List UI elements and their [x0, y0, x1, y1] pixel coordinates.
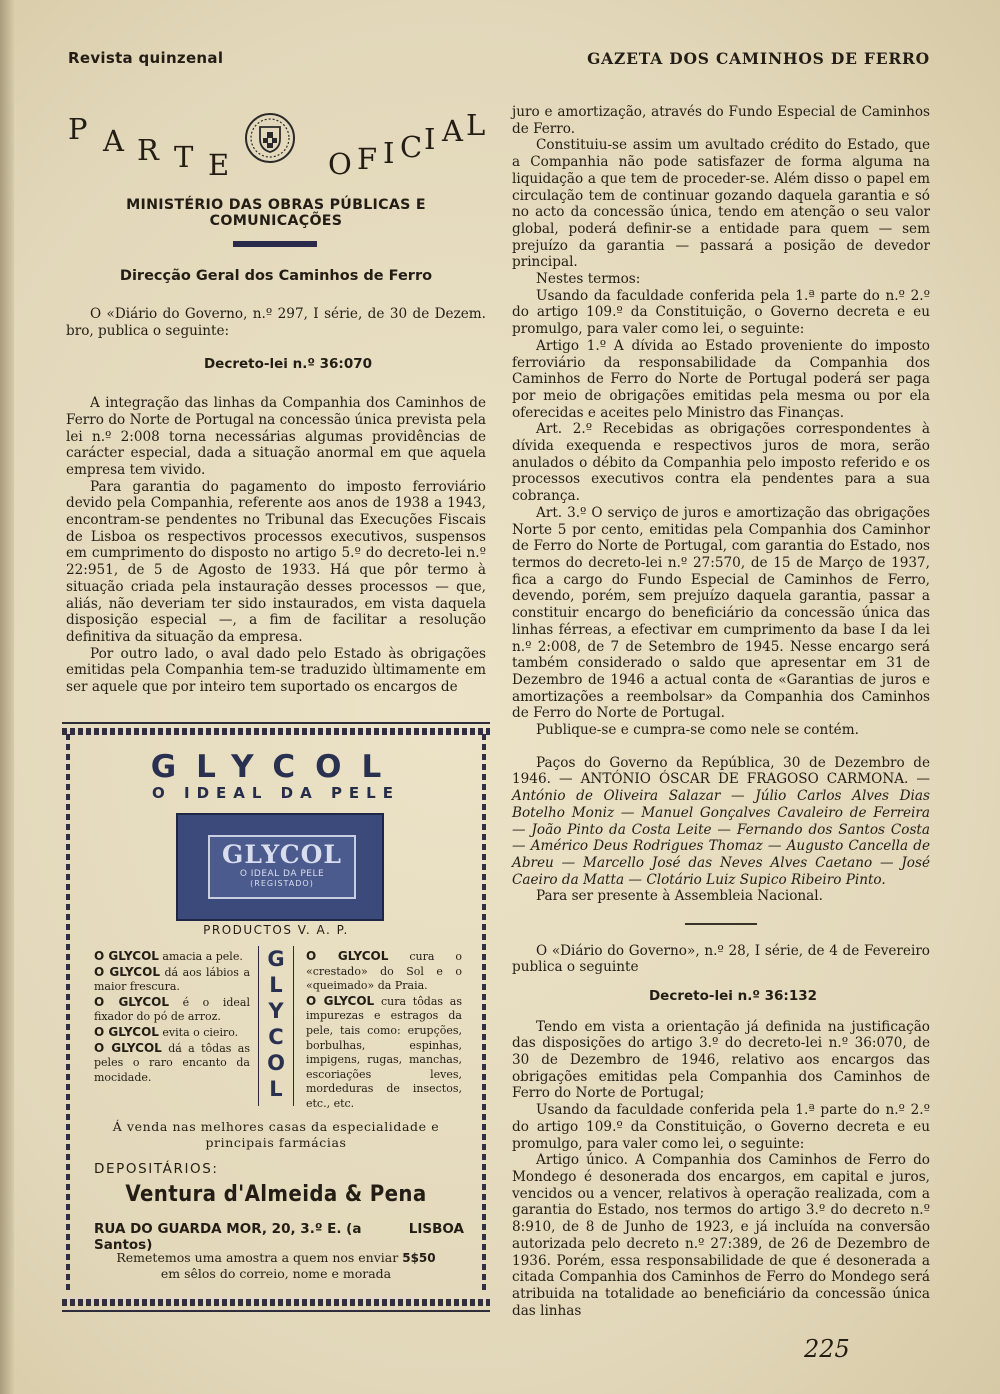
glycol-advertisement: [62, 722, 490, 1312]
intro-paragraph: O «Diário do Governo, n.º 297, I série, de 30 de Dezem. bro, publica o seguinte:: [66, 306, 486, 339]
left-column: [66, 306, 486, 696]
page-number: 225: [804, 1335, 850, 1363]
title-letter: T: [174, 140, 196, 174]
title-letter: C: [400, 130, 425, 164]
body-paragraph: Nestes termos:: [536, 271, 641, 288]
ad-address: [94, 1221, 464, 1253]
article-paragraph: Art. 3.º O serviço de juros e amortização das obrigações Norte 5 por cento, emitidas pela Companhia dos Caminhor de Ferro do Norte de Portugal, com garantia do Estado, nos termos do decreto-lei n.º 27:570, de 15 de Março de 1937, fica a cargo do Fundo Especial de Caminhos de Ferro, devendo, porém, sem prejuízo daquela garantia, passar a constituir encargo do beneficiário da concessão única das linhas férreas, a efectivar em cumprimento da base I da lei n.º 2:008, de 7 de Setembro de 1945. Nesse encargo será também considerado o saldo que apresentar em 31 de Dezembro de 1946 a actual conta de «Garantias de juros e amortizações a reembolsar» da Companhia dos Caminhos de Ferro do Norte de Portugal.: [512, 504, 930, 722]
ad-right-list: [306, 949, 462, 1112]
body-paragraph: Usando da faculdade conferida pela 1.ª parte do n.º 2.º do artigo 109.º da Constituição, o Governo decreta e eu promulgo, para valer como lei, o seguinte:: [512, 287, 930, 338]
vertical-letter: C: [268, 1025, 284, 1049]
body-paragraph: Por outro lado, o aval dado pelo Estado às obrigações emitidas pela Companhia tem-se traduzido ùltimamente em ser aquele que por inteiro tem suportado os encargos de: [66, 645, 486, 696]
header-right: GAZETA DOS CAMINHOS DE FERRO: [587, 49, 930, 68]
vertical-letter: L: [269, 973, 283, 997]
ad-claim: O GLYCOL dá aos lábios a maior frescura.: [94, 964, 251, 994]
ad-border-left: [66, 734, 70, 1294]
direction-heading: Direcção Geral dos Caminhos de Ferro: [119, 268, 433, 284]
ad-claim: O GLYCOL cura tôdas as impurezas e estragos da pele, tais como: erupções, borbulhas, espinhas, impigens, rugas, manchas, escoriações leves, mordeduras de insectos, etc., etc.: [306, 993, 463, 1110]
vertical-letter: G: [267, 947, 285, 971]
ad-availability: Á venda nas melhores casas da especialidade e principais farmácias: [112, 1119, 440, 1150]
decree-title: Decreto-lei n.º 36:070: [203, 356, 373, 373]
ad-claim: O GLYCOL é o ideal fixador do pó de arroz.: [94, 994, 250, 1024]
right-column: [512, 104, 930, 1319]
header-left: Revista quinzenal: [68, 49, 224, 67]
ad-left-list: [94, 949, 250, 1085]
body-paragraph: Tendo em vista a orientação já definida na justificação das disposições do artigo 3.º do decreto-lei n.º 36:070, de 30 de Dezembro de 1946, relativo aos encargos das obrigações emitidas pela Companhia dos Caminhos de Ferro do Norte de Portugal;: [512, 1018, 930, 1102]
body-paragraph: Constituiu-se assim um avultado crédito do Estado, que a Companhia não pode satisfazer de forma alguma na liquidação a que tem de proceder-se. Além disso o papel em circulação tem de continuar gozando daquela garantia e só no acto da concessão única, tendo em atenção o seu valor global, poderá definir-se a entidade para quem — sem prejuízo da garantia — passará a posição de devedor principal.: [512, 137, 930, 271]
ad-depositarios: DEPOSITÁRIOS:: [94, 1161, 219, 1177]
decree-title: Decreto-lei n.º 36:132: [648, 987, 818, 1004]
label-brand: GLYCOL: [222, 840, 342, 869]
ad-brand-title: GLYCOL: [150, 749, 402, 785]
heading-rule: [233, 241, 317, 247]
body-paragraph: A integração das linhas da Companhia dos Caminhos de Ferro do Norte de Portugal na concessão única prevista pela lei n.º 2:008 torna necessárias algumas providências de carácter especial, dada a situação anormal em que aquela empresa tem vivido.: [66, 395, 486, 478]
article-paragraph: Art. 2.º Recebidas as obrigações correspondentes à dívida exequenda e respectivos juros de mora, serão anulados o débito da Companhia pelo imposto referido e os processos executivos contra ela pendentes para a sua cobrança.: [512, 421, 930, 505]
ad-sample-offer: Remetemos uma amostra a quem nos enviar 5$50 em sêlos do correio, nome e morada: [116, 1250, 436, 1281]
title-letter: I: [424, 122, 438, 156]
ad-border-top: [62, 728, 490, 735]
signing-paragraph: Paços do Governo da República, 30 de Dezembro de 1946. — ANTÓNIO ÓSCAR DE FRAGOSO CARMONA. — António de Oliveira Salazar — Júlio Carlos Alves Dias Botelho Moniz — Manuel Gonçalves Cavaleiro de Ferreira — João Pinto da Costa Leite — Fernando dos Santos Costa — Américo Deus Rodrigues Thomaz — Augusto Cancella de Abreu — Marcello José das Neves Alves Caetano — José Caeiro da Matta — Clotário Luiz Supico Ribeiro Pinto.: [512, 754, 930, 888]
vertical-letter: O: [267, 1051, 285, 1075]
title-letter: L: [466, 108, 488, 142]
body-paragraph: Para garantia do pagamento do imposto ferroviário devido pela Companhia, referente aos anos de 1938 a 1943, encontram-se pendentes no Tribunal das Execuções Fiscais de Lisboa os respectivos processos executivos, suspensos em cumprimento do disposto no artigo 5.º do decreto-lei n.º 22:951, de 5 de Agosto de 1933. Há que pôr termo à situação criada pela instauração desses processos — que, aliás, não deveriam ter sido instaurados, em vista daquela disposição especial —, a fim de facilitar a resolução definitiva da situação da empresa.: [66, 478, 486, 645]
ad-street: RUA DO GUARDA MOR, 20, 3.º E. (a Santos): [94, 1221, 362, 1253]
ad-vertical-brand: [258, 946, 294, 1106]
vertical-letter: Y: [268, 999, 284, 1023]
ad-city: LISBOA: [408, 1221, 464, 1237]
vertical-letter: L: [269, 1077, 283, 1101]
ad-company-name: Ventura d'Almeida & Pena: [125, 1182, 427, 1207]
ad-claim: O GLYCOL evita o cieiro.: [94, 1024, 239, 1039]
ad-border-bottom: [62, 1299, 490, 1306]
assembly-line: Para ser presente à Assembleia Nacional.: [536, 888, 823, 905]
product-label-image: [176, 813, 384, 921]
page-edge: [0, 0, 14, 1394]
ad-claim: O GLYCOL dá a tôdas as peles o raro encanto da mocidade.: [94, 1040, 251, 1084]
body-paragraph: Usando da faculdade conferida pela 1.ª parte do n.º 2.º do artigo 109.º da Constituição, o Governo decreta e eu promulgo, para valer como lei, o seguinte:: [512, 1102, 930, 1152]
title-letter: F: [357, 142, 380, 176]
title-letter: O: [328, 147, 354, 181]
article-paragraph: Artigo 1.º A dívida ao Estado proveniente do imposto ferroviário da responsabilidade da Companhia dos Caminhos de Ferro do Norte de Portugal poderá ser paga por meio de obrigações emitidas pela mesma ou por ela oferecidas e aceites pelo Ministro das Finanças.: [512, 337, 930, 421]
body-paragraph: Publique-se e cumpra-se como nele se contém.: [536, 722, 859, 739]
title-letter: A: [442, 114, 465, 148]
coat-of-arms-icon: [244, 112, 296, 164]
title-letter: P: [68, 112, 90, 146]
ad-claim: O GLYCOL cura o «crestado» do Sol e o «queimado» da Praia.: [306, 949, 463, 993]
ad-border-right: [482, 734, 486, 1294]
ad-claim: O GLYCOL amacia a pele.: [94, 949, 243, 963]
title-letter: R: [137, 133, 161, 167]
ad-tagline: O IDEAL DA PELE: [152, 784, 400, 802]
label-subtitle: O IDEAL DA PELE: [239, 869, 325, 879]
ad-products-line: PRODUCTOS V. A. P.: [203, 923, 349, 937]
product-label-inner: [208, 835, 356, 899]
title-letter: E: [208, 148, 232, 182]
label-registered: (REGISTADO): [250, 879, 314, 888]
ministry-heading: MINISTÉRIO DAS OBRAS PÚBLICAS E COMUNICAÇÕES: [126, 197, 426, 229]
article-paragraph: Artigo único. A Companhia dos Caminhos de Ferro do Mondego é desonerada dos encargos, em capital e juros, vencidos ou a vencer, relativos à operação realizada, com a garantia do Estado, nos termos do artigo 3.º do decreto n.º 8:910, de 8 de Junho de 1923, e já incluída na conversão autorizada pelo decreto n.º 27:389, de 26 de Dezembro de 1936. Porém, essa responsabilidade de que é desonerada a citada Companhia dos Caminhos de Ferro do Mondego será atribuida na totalidade ao beneficiário da concessão única das linhas: [512, 1152, 930, 1319]
section-rule: [685, 923, 757, 925]
intro-paragraph: O «Diário do Governo», n.º 28, I série, de 4 de Fevereiro publica o seguinte: [512, 942, 930, 976]
body-paragraph: juro e amortização, através do Fundo Especial de Caminhos de Ferro.: [512, 104, 930, 137]
title-letter: I: [383, 136, 397, 170]
title-letter: A: [103, 124, 126, 158]
